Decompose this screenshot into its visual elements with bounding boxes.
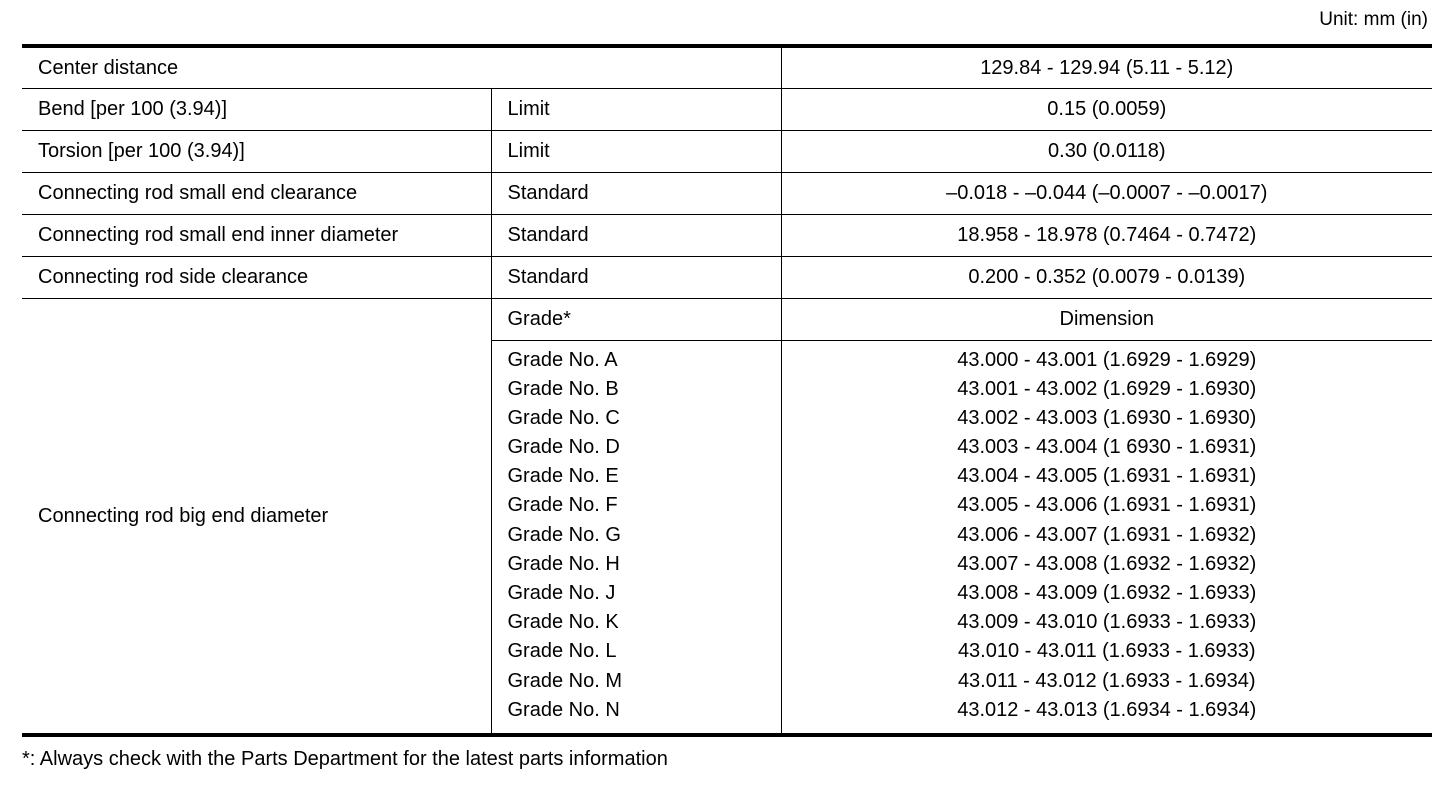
grade-item: Grade No. N [507, 698, 620, 721]
value-cell: 18.958 - 18.978 (0.7464 - 0.7472) [781, 214, 1432, 256]
condition-cell: Standard [491, 256, 781, 298]
dimension-item: 43.012 - 43.013 (1.6934 - 1.6934) [957, 698, 1257, 721]
value-cell: 129.84 - 129.94 (5.11 - 5.12) [781, 46, 1432, 88]
dimension-item: 43.011 - 43.012 (1.6933 - 1.6934) [957, 669, 1256, 692]
dimension-list [781, 340, 1432, 735]
dimension-item: 43.003 - 43.004 (1 6930 - 1.6931) [957, 436, 1257, 459]
condition-cell: Standard [491, 172, 781, 214]
dimension-item: 43.000 - 43.001 (1.6929 - 1.6929) [957, 348, 1257, 371]
grade-item: Grade No. H [507, 552, 620, 575]
dimension-item: 43.001 - 43.002 (1.6929 - 1.6930) [957, 377, 1257, 400]
grade-item: Grade No. A [507, 348, 618, 371]
dimension-item: 43.010 - 43.011 (1.6933 - 1.6933) [957, 640, 1256, 663]
value-cell: 0.30 (0.0118) [781, 130, 1432, 172]
grade-item: Grade No. K [507, 611, 619, 634]
table-row [22, 214, 1432, 256]
spec-table [22, 44, 1432, 737]
condition-cell: Limit [491, 88, 781, 130]
grade-item: Grade No. D [507, 436, 620, 459]
value-cell: 0.200 - 0.352 (0.0079 - 0.0139) [781, 256, 1432, 298]
grade-item: Grade No. F [507, 494, 618, 517]
item-cell: Connecting rod side clearance [22, 256, 491, 298]
grade-item: Grade No. E [507, 465, 619, 488]
grade-header: Grade* [491, 298, 781, 340]
big-end-item-cell: Connecting rod big end diameter [22, 298, 491, 735]
item-cell: Torsion [per 100 (3.94)] [22, 130, 491, 172]
item-cell: Connecting rod small end clearance [22, 172, 491, 214]
dimension-item: 43.002 - 43.003 (1.6930 - 1.6930) [957, 406, 1257, 429]
table-row [22, 256, 1432, 298]
dimension-item: 43.008 - 43.009 (1.6932 - 1.6933) [957, 582, 1257, 604]
dimension-item: 43.004 - 43.005 (1.6931 - 1.6931) [957, 465, 1257, 488]
item-cell: Connecting rod small end inner diameter [22, 214, 491, 256]
dimension-header: Dimension [781, 298, 1432, 340]
table-row [22, 46, 1432, 88]
grade-item: Grade No. C [507, 406, 620, 429]
value-cell: –0.018 - –0.044 (–0.0007 - –0.0017) [781, 172, 1432, 214]
value-cell: 0.15 (0.0059) [781, 88, 1432, 130]
dimension-item: 43.007 - 43.008 (1.6932 - 1.6932) [957, 552, 1257, 575]
condition-cell: Standard [491, 214, 781, 256]
grade-item: Grade No. L [507, 640, 617, 663]
unit-label: Unit: mm (in) [1319, 9, 1428, 30]
grade-item: Grade No. G [507, 523, 621, 546]
item-cell: Bend [per 100 (3.94)] [22, 88, 491, 130]
table-row [22, 130, 1432, 172]
condition-cell: Limit [491, 130, 781, 172]
item-cell: Center distance [22, 46, 781, 88]
dimension-item: 43.009 - 43.010 (1.6933 - 1.6933) [957, 611, 1257, 634]
grade-item: Grade No. B [507, 377, 619, 400]
table-row [22, 298, 1432, 340]
dimension-item: 43.005 - 43.006 (1.6931 - 1.6931) [957, 494, 1257, 517]
grade-list [491, 340, 781, 735]
table-row [22, 172, 1432, 214]
dimension-item: 43.006 - 43.007 (1.6931 - 1.6932) [957, 523, 1257, 546]
table-row [22, 88, 1432, 130]
grade-item: Grade No. J [507, 582, 616, 604]
footnote: *: Always check with the Parts Department for the latest parts information [22, 748, 668, 770]
grade-item: Grade No. M [507, 669, 622, 692]
